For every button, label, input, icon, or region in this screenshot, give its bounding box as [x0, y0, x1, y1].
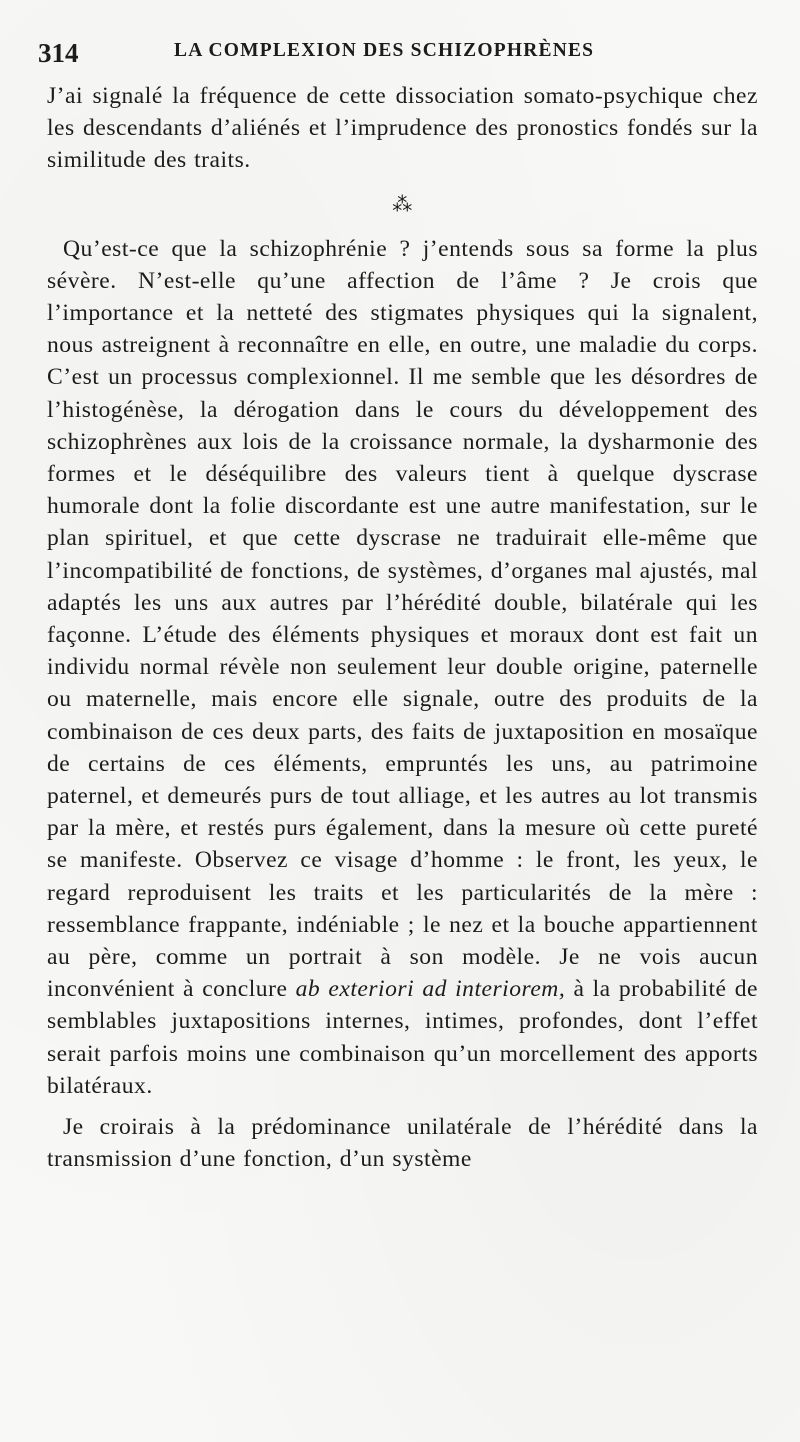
page-header: [38, 38, 758, 68]
paragraph-1: J’ai signalé la fréquence de cette dissociation somato-psychique chez les descendants d’aliénés et l’imprudence des pronostics fondés sur la similitude des traits.: [47, 83, 758, 174]
section-separator-asterism: ⁂: [392, 193, 413, 216]
paragraph-2-text-before: Qu’est-ce que la schizophrénie ? j’entends sous sa forme la plus sévère. N’est-elle qu’une affection de l’âme ? Je crois que l’importance et la netteté des stigmates physiques qui la signalent, nous astreignent à reconnaître en elle, en outre, une maladie du corps. C’est un processus complexionnel. Il me semble que les désordres de l’histogénèse, la dérogation dans le cours du développement des schizophrènes aux lois de la croissance normale, la dysharmonie des formes et le déséquilibre des valeurs tient à quelque dyscrase humorale dont la folie discordante est une autre manifestation, sur le plan spirituel, et que cette dyscrase ne traduirait elle-même que l’incompatibilité de fonctions, de systèmes, d’organes mal ajustés, mal adaptés les uns aux autres par l’hérédité double, bilatérale qui les façonne. L’étude des éléments physiques et moraux dont est fait un individu normal révèle non seulement leur double origine, paternelle ou maternelle, mais encore elle signale, outre des produits de la combinaison de ces deux parts, des faits de juxtaposition en mosaïque de certains de ces éléments, empruntés les uns, au patrimoine paternel, et demeurés purs de tout alliage, et les autres au lot transmis par la mère, et restés purs également, dans la mesure où cette pureté se manifeste. Observez ce visage d’homme : le front, les yeux, le regard reproduisent les traits et les particularités de la mère : ressemblance frappante, indéniable ; le nez et la bouche appartiennent au père, comme un portrait à son modèle. Je ne vois aucun inconvénient à conclure: [47, 235, 758, 1003]
paragraph-2: [47, 233, 758, 1102]
latin-phrase: ab exteriori ad interiorem,: [295, 976, 566, 1003]
running-title: LA COMPLEXION DES SCHIZOPHRÈNES: [174, 40, 595, 61]
paragraph-3: Je croirais à la prédominance unilatérale de l’hérédité dans la transmission d’une fonction, d’un système: [47, 1114, 758, 1173]
paragraph-2-text-after: à la probabilité de semblables juxtapositions internes, intimes, profondes, dont l’effet serait parfois moins une combinaison qu’un morcellement des apports bilatéraux.: [47, 976, 758, 1099]
body-text: [47, 80, 758, 1176]
paragraph-gap: [47, 1102, 758, 1111]
page-number: 314: [38, 38, 79, 68]
